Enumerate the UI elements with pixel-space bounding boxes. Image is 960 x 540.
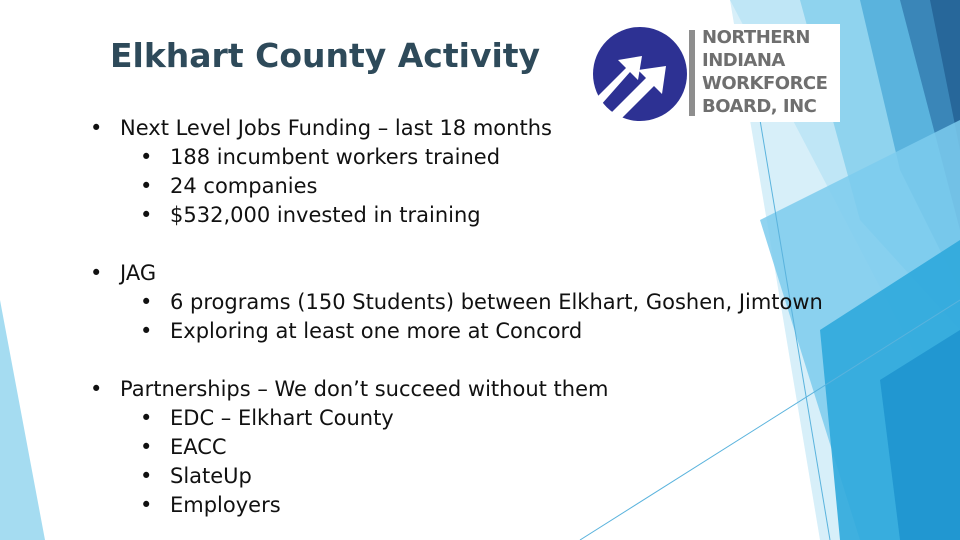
- arrows-circle-icon: [592, 26, 688, 122]
- nwib-logo: [588, 24, 840, 122]
- sub-bullet: • EACC: [90, 433, 890, 462]
- logo-line-1: NORTHERN: [702, 27, 810, 48]
- bullet-list: [90, 114, 890, 520]
- logo-line-2: INDIANA: [702, 50, 785, 71]
- bullet-next-level-jobs: • Next Level Jobs Funding – last 18 months: [90, 114, 890, 143]
- spacer: [90, 346, 890, 375]
- sub-bullet: • $532,000 invested in training: [90, 201, 890, 230]
- sub-bullet: • Employers: [90, 491, 890, 520]
- bullet-jag: • JAG: [90, 259, 890, 288]
- logo-text: [702, 26, 827, 118]
- logo-line-4: BOARD, INC: [702, 96, 817, 117]
- logo-divider: [689, 30, 695, 116]
- logo-line-3: WORKFORCE: [702, 73, 828, 94]
- sub-bullet: • 6 programs (150 Students) between Elkhart, Goshen, Jimtown: [90, 288, 890, 317]
- sub-bullet: • EDC – Elkhart County: [90, 404, 890, 433]
- slide-title: Elkhart County Activity: [110, 36, 541, 75]
- sub-bullet: • Exploring at least one more at Concord: [90, 317, 890, 346]
- bullet-partnerships: • Partnerships – We don’t succeed without them: [90, 375, 890, 404]
- sub-bullet: • 188 incumbent workers trained: [90, 143, 890, 172]
- spacer: [90, 230, 890, 259]
- sub-bullet: • SlateUp: [90, 462, 890, 491]
- sub-bullet: • 24 companies: [90, 172, 890, 201]
